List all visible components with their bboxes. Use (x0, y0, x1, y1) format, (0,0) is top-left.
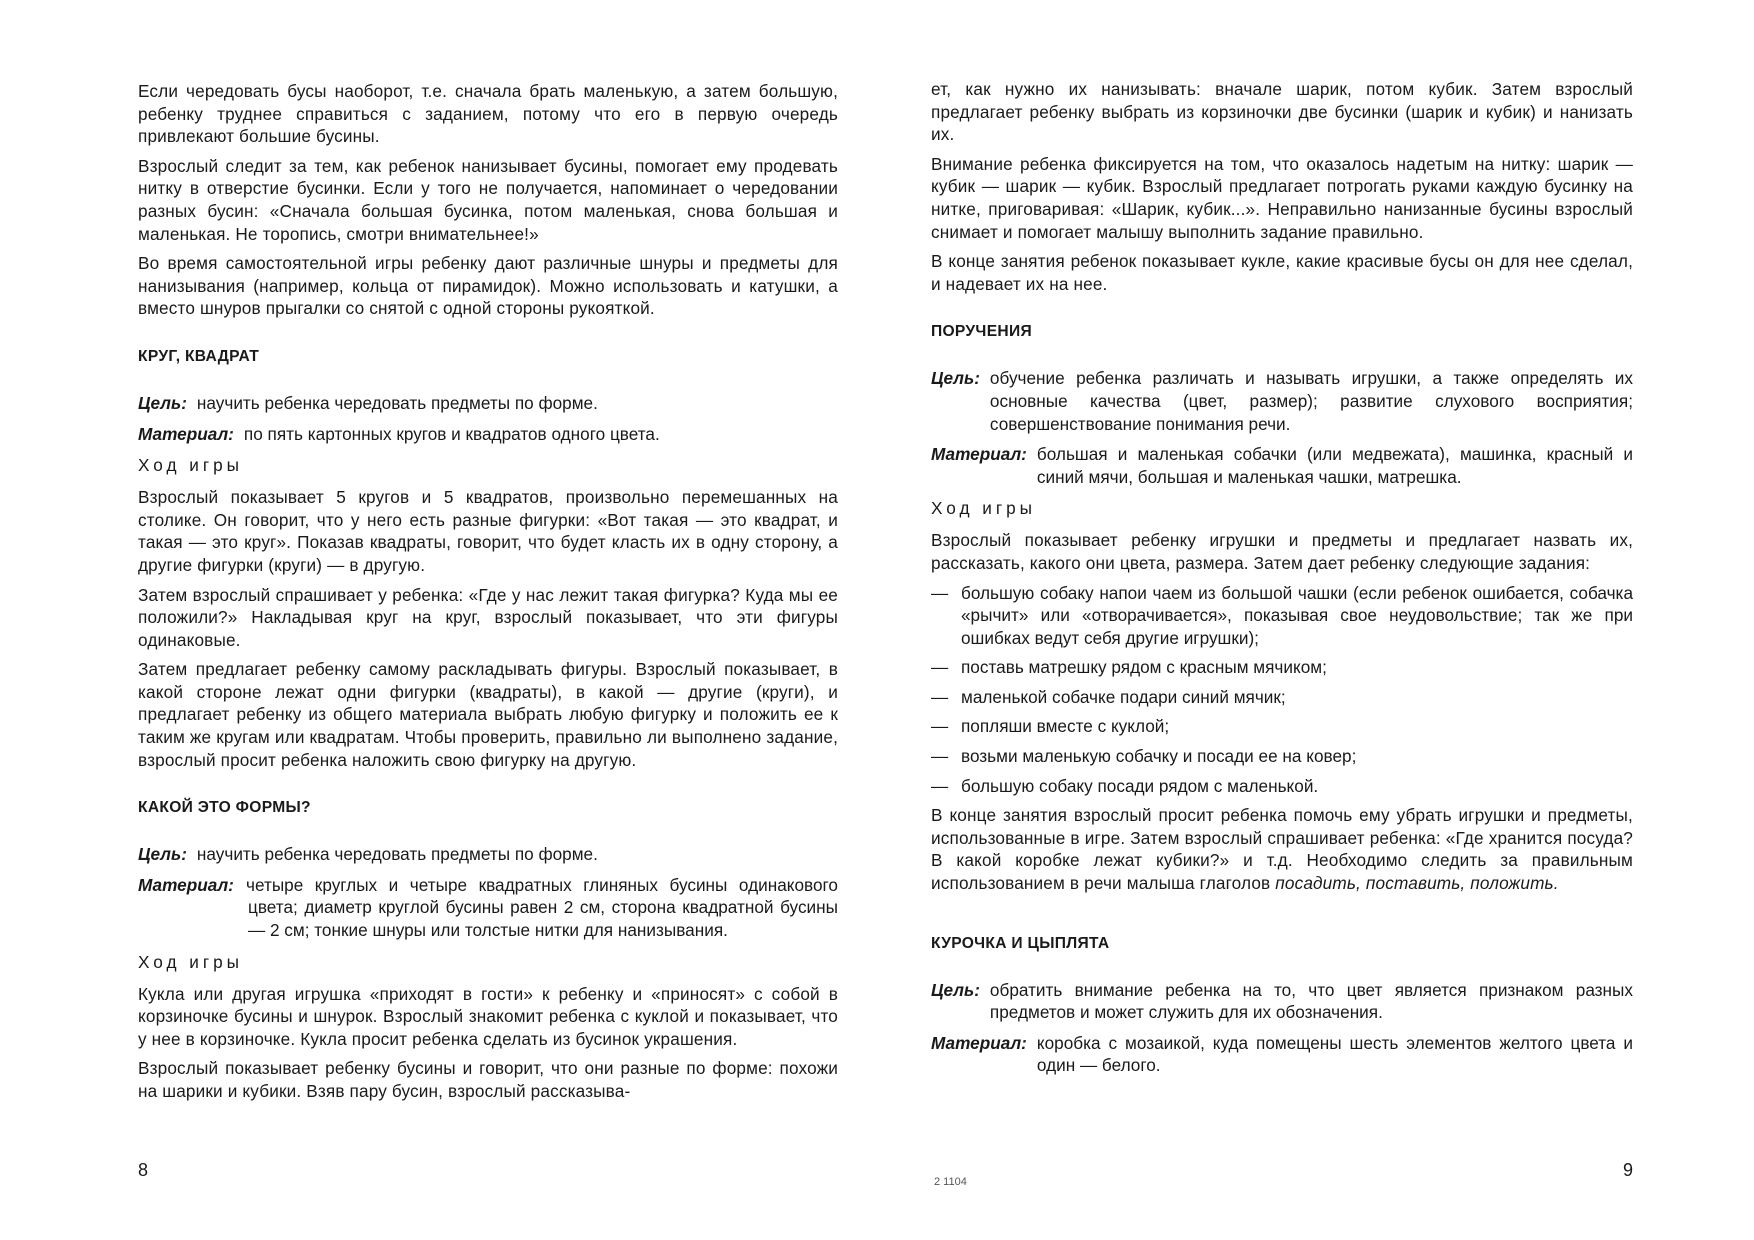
goal-field (138, 392, 838, 415)
paragraph: Взрослый показывает ребенку бусины и говорит, что они разные по форме: похожи на шарики и кубики. Взяв пару бусин, взрослый рассказыва- (138, 1058, 838, 1101)
paragraph: Кукла или другая игрушка «приходят в гости» к ребенку и «приносят» с собой в корзиночке бусины и шнурок. Взрослый знакомит ребенка с куклой и показывает, что у нее в корзиночке. Кукла просит ребенка сделать из бусинок украшения. (138, 983, 838, 1049)
signature-code: 2 1104 (934, 1176, 967, 1188)
goal-field (931, 367, 1633, 435)
task-list (931, 582, 1633, 798)
material-label: Материал: (138, 423, 234, 444)
material-field (931, 1032, 1633, 1077)
goal-field (931, 979, 1633, 1024)
right-page-content (931, 78, 1633, 1085)
paragraph: Если чередовать бусы наоборот, т.е. сначала брать маленькую, а затем большую, ребенку труднее справиться с заданием, потому что его в первую очередь привлекают большие бусины. (138, 81, 838, 147)
goal-field (138, 843, 838, 866)
section-heading: КРУГ, КВАДРАТ (138, 347, 260, 365)
section-heading: КАКОЙ ЭТО ФОРМЫ? (138, 799, 311, 817)
paragraph: Взрослый следит за тем, как ребенок нанизывает бусины, помогает ему продевать нитку в отверстие бусинки. Если у того не получается, напоминает о чередовании разных бусин: «Сначала большая бусинка, потом маленькая, снова большая и маленькая. Не торопись, смотри внимательнее!» (138, 155, 838, 244)
progress-label: Ход игры (138, 951, 244, 972)
material-text: большая и маленькая собачки (или медвежата), машинка, красный и синий мячи, большая и маленькая чашки, матрешка. (1036, 444, 1633, 487)
goal-text: обучение ребенка различать и называть игрушки, а также определять их основные качества (цвет, размер); развитие слухового восприятия; совершенствование понимания речи. (989, 368, 1633, 434)
section-heading: КУРОЧКА И ЦЫПЛЯТА (931, 934, 1110, 952)
goal-label: Цель: (138, 392, 187, 413)
material-label: Материал: (931, 444, 1027, 465)
goal-text: научить ребенка чередовать предметы по форме. (196, 392, 598, 413)
goal-label: Цель: (138, 844, 187, 865)
material-field (931, 443, 1633, 488)
progress-label: Ход игры (138, 455, 244, 476)
paragraph: Взрослый показывает 5 кругов и 5 квадратов, произвольно перемешанных на столике. Он говорит, что у него есть разные фигурки: «Вот такая — это квадрат, и такая — это круг». Показав квадраты, говорит, что будет класть их в одну сторону, а другие фигурки (круги) — в другую. (138, 487, 838, 575)
material-label: Материал: (931, 1032, 1027, 1053)
goal-label: Цель: (931, 368, 980, 389)
progress-label: Ход игры (931, 498, 1037, 519)
material-text: по пять картонных кругов и квадратов одного цвета. (243, 423, 660, 444)
goal-text: обратить внимание ребенка на то, что цвет является признаком разных предметов и может служить для их обозначения. (989, 979, 1633, 1023)
paragraph: Затем предлагает ребенку самому раскладывать фигуры. Взрослый показывает, в какой стороне лежат одни фигурки (квадраты), в какой — другие (круги), и предлагает ребенку из общего материала выбрать любую фигурку и положить ее к таким же кругам или квадратам. Чтобы проверить, правильно ли выполнено задание, взрослый просит ребенка наложить свою фигурку на другую. (138, 659, 838, 770)
right-page (931, 0, 1633, 1240)
paragraph: Взрослый показывает ребенку игрушки и предметы и предлагает назвать их, рассказать, какого они цвета, размера. Затем дает ребенку следующие задания: (931, 530, 1633, 573)
list-item: — маленькой собачке подари синий мячик; (931, 686, 1633, 709)
closing-verbs: посадить, поставить, положить. (1275, 873, 1559, 894)
paragraph: Внимание ребенка фиксируется на том, что оказалось надетым на нитку: шарик — кубик — шарик — кубик. Взрослый предлагает потрогать руками каждую бусинку на нитке, приговаривая: «Шарик, кубик...». Неправильно нанизанные бусины взрослый снимает и помогает малышу выполнить задание правильно. (931, 153, 1633, 242)
paragraph (931, 804, 1633, 894)
paragraph: ет, как нужно их нанизывать: вначале шарик, потом кубик. Затем взрослый предлагает ребенку выбрать из корзиночки две бусинки (шарик и кубик) и нанизать их. (931, 79, 1633, 145)
material-field (138, 423, 838, 446)
material-text: коробка с мозаикой, куда помещены шесть элементов желтого цвета и один — белого. (1036, 1032, 1633, 1076)
goal-text: научить ребенка чередовать предметы по форме. (196, 844, 598, 865)
paragraph: Во время самостоятельной игры ребенку дают различные шнуры и предметы для нанизывания (например, кольца от пирамидок). Можно использовать и катушки, а вместо шнуров прыгалки со снятой с одной стороны рукояткой. (138, 253, 838, 319)
material-text: четыре круглых и четыре квадратных глиняных бусины одинакового цвета; диаметр круглой бусины равен 2 см, сторона квадратной бусины — 2 см; тонкие шнуры или толстые нитки для нанизывания. (246, 874, 838, 941)
list-item: — попляши вместе с куклой; (931, 715, 1633, 738)
list-item: — возьми маленькую собачку и посади ее на ковер; (931, 745, 1633, 768)
list-item: — поставь матрешку рядом с красным мячиком; (931, 656, 1633, 679)
left-page (138, 0, 838, 1240)
left-page-content (138, 80, 838, 1110)
page-number: 8 (138, 1160, 149, 1180)
section-heading: ПОРУЧЕНИЯ (931, 323, 1032, 341)
paragraph: Затем взрослый спрашивает у ребенка: «Где у нас лежит такая фигурка? Куда мы ее положили?» Накладывая круг на круг, взрослый показывает, что эти фигуры одинаковые. (138, 584, 838, 650)
paragraph: В конце занятия ребенок показывает кукле, какие красивые бусы он для нее сделал, и надевает их на нее. (931, 251, 1633, 294)
material-field (138, 874, 838, 942)
page-number: 9 (1622, 1160, 1633, 1180)
goal-label: Цель: (931, 979, 980, 1000)
material-label: Материал: (138, 874, 234, 895)
list-item: — большую собаку напои чаем из большой чашки (если ребенок ошибается, собачка «рычит» или «отворачивается», показывая свое неудовольствие; так же при ошибках ведут себя другие игрушки); (931, 582, 1633, 650)
closing-text: В конце занятия взрослый просит ребенка помочь ему убрать игрушки и предметы, использованные в игре. Затем взрослый спрашивает ребенка: «Где хранится посуда? В какой коробке лежат кубики?» и т.д. Необходимо следить за правильным использованием в речи малыша глаголов (931, 805, 1633, 894)
list-item: — большую собаку посади рядом с маленькой. (931, 775, 1633, 798)
